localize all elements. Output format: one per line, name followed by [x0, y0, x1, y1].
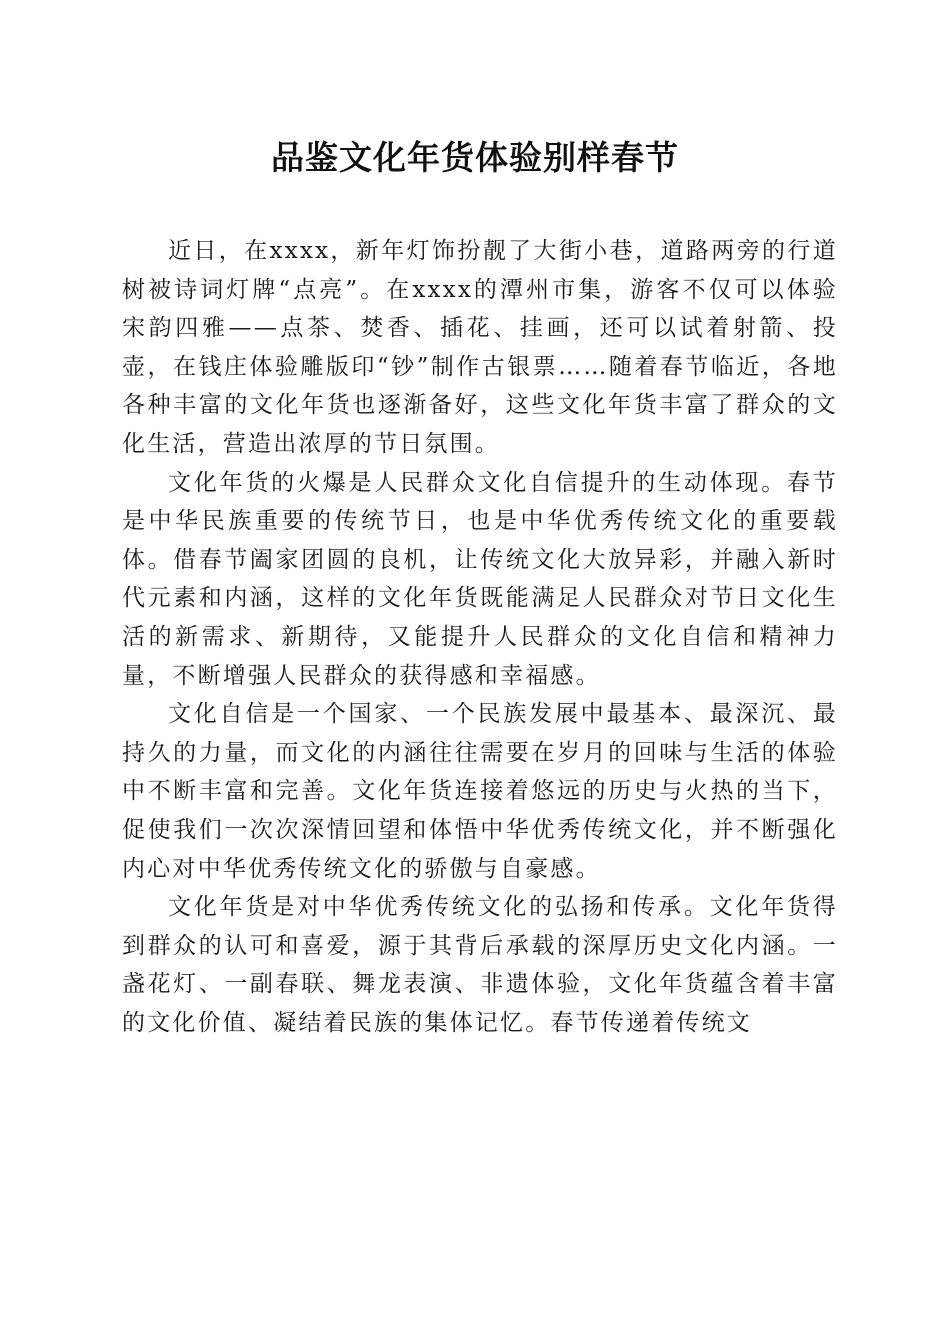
- paragraph-3: 文化自信是一个国家、一个民族发展中最基本、最深沉、最持久的力量，而文化的内涵往往需要在岁月的回味与生活的体验中不断丰富和完善。文化年货连接着悠远的历史与火热的当下，促使我们一次次深情回望和体悟中华优秀传统文化，并不断强化内心对中华优秀传统文化的骄傲与自豪感。: [122, 701, 838, 882]
- paragraph-1: 近日，在xxxx，新年灯饰扮靓了大街小巷，道路两旁的行道树被诗词灯牌“点亮”。在xxxx的潭州市集，游客不仅可以体验宋韵四雅——点茶、焚香、插花、挂画，还可以试着射箭、投壶，在钱庄体验雕版印“钞”制作古银票……随着春节临近，各地各种丰富的文化年货也逐渐备好，这些文化年货丰富了群众的文化生活，营造出浓厚的节日氛围。: [122, 238, 838, 457]
- paragraph-2: 文化年货的火爆是人民群众文化自信提升的生动体现。春节是中华民族重要的传统节日，也是中华优秀传统文化的重要载体。借春节阖家团圆的良机，让传统文化大放异彩，并融入新时代元素和内涵，这样的文化年货既能满足人民群众对节日文化生活的新需求、新期待，又能提升人民群众的文化自信和精神力量，不断增强人民群众的获得感和幸福感。: [122, 469, 838, 689]
- document-title: 品鉴文化年货体验别样春节: [271, 138, 679, 177]
- paragraph-4: 文化年货是对中华优秀传统文化的弘扬和传承。文化年货得到群众的认可和喜爱，源于其背后承载的深厚历史文化内涵。一盏花灯、一副春联、舞龙表演、非遗体验，文化年货蕴含着丰富的文化价值、凝结着民族的集体记忆。春节传递着传统文: [122, 894, 838, 1036]
- document-body: [122, 232, 838, 1042]
